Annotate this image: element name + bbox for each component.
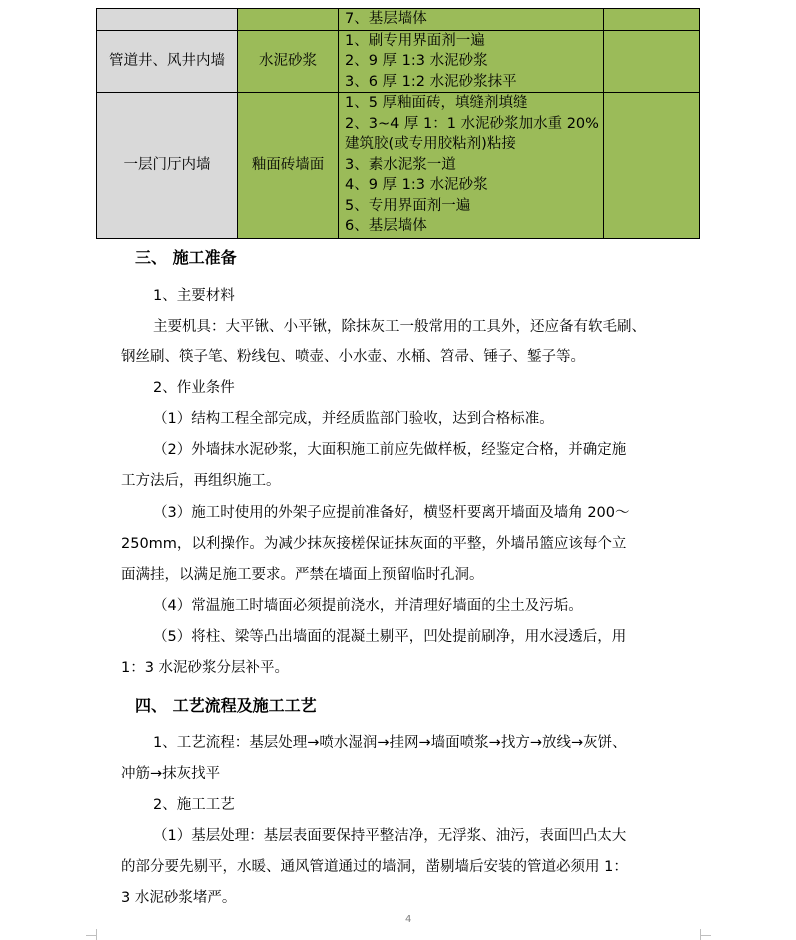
paragraph-line: 冲筋→抹灰找平: [121, 766, 221, 782]
subheading: 2、施工工艺: [153, 797, 235, 813]
page-number: 4: [405, 914, 412, 925]
location-cell: 管道井、风井内墙: [97, 30, 238, 93]
paragraph-line: （5）将柱、梁等凸出墙面的混凝土剔平，凹处提前刷净，用水浸透后，用: [153, 629, 627, 645]
step-line: 1、5 厚釉面砖，填缝剂填缝: [345, 95, 528, 111]
material-cell: 水泥砂浆: [238, 30, 339, 93]
paragraph-line: 250mm，以利操作。为减少抹灰接槎保证抹灰面的平整，外墙吊篮应该每个立: [121, 536, 627, 552]
step-line: 2、9 厚 1:3 水泥砂浆: [345, 53, 488, 69]
step-line: 建筑胶(或专用胶粘剂)粘接: [345, 136, 516, 152]
paragraph-line: （1）基层处理：基层表面要保持平整洁净，无浮浆、油污，表面凹凸太大: [153, 828, 627, 844]
paragraph-line: 3 水泥砂浆堵严。: [121, 890, 237, 906]
step-line: 3、素水泥浆一道: [345, 156, 456, 173]
step-line: 5、专用界面剂一遍: [345, 197, 471, 214]
section-heading: 三、 施工准备: [135, 248, 237, 267]
paragraph-line: 钢丝刷、筷子笔、粉线包、喷壶、小水壶、水桶、笤帚、锤子、錾子等。: [121, 349, 585, 365]
note-cell: [604, 9, 700, 31]
location-cell: 一层门厅内墙: [97, 93, 238, 239]
paragraph-line: 面满挂，以满足施工要求。严禁在墙面上预留临时孔洞。: [121, 567, 484, 583]
paragraph-line: （2）外墙抹水泥砂浆，大面积施工前应先做样板，经鉴定合格，并确定施: [153, 442, 627, 458]
finish-spec-table: [96, 8, 700, 239]
paragraph-line: （1）结构工程全部完成，并经质监部门验收，达到合格标准。: [153, 411, 554, 427]
note-cell: [604, 93, 700, 239]
steps-cell: [339, 9, 604, 31]
paragraph-line: 主要机具：大平锹、小平锹，除抹灰工一般常用的工具外，还应备有软毛刷、: [153, 319, 646, 335]
paragraph-line: 的部分要先剔平，水暖、通风管道通过的墙洞，凿剔墙后安装的管道必须用 1：: [121, 859, 628, 875]
crop-mark: [86, 935, 97, 936]
step-line: 1、刷专用界面剂一遍: [345, 32, 485, 49]
material-cell: [238, 9, 339, 31]
step-line: 3、6 厚 1:2 水泥砂浆抹平: [345, 73, 517, 90]
subheading: 1、主要材料: [153, 288, 235, 304]
subheading: 2、作业条件: [153, 380, 235, 396]
note-cell: [604, 30, 700, 93]
step-line: 7、基层墙体: [345, 11, 427, 27]
section-heading: 四、 工艺流程及施工工艺: [135, 696, 317, 715]
material-cell: 釉面砖墙面: [238, 93, 339, 239]
step-line: 4、9 厚 1:3 水泥砂浆: [345, 177, 488, 193]
paragraph-line: 1：3 水泥砂浆分层补平。: [121, 660, 290, 676]
step-line: 2、3~4 厚 1：1 水泥砂浆加水重 20%: [345, 115, 599, 132]
paragraph-line: （4）常温施工时墙面必须提前浇水，并清理好墙面的尘土及污垢。: [153, 598, 583, 614]
crop-mark: [700, 935, 711, 936]
step-line: 6、基层墙体: [345, 218, 427, 234]
paragraph-line: （3）施工时使用的外架子应提前准备好，横竖杆要离开墙面及墙角 200～: [153, 505, 630, 521]
paragraph-line: 1、工艺流程：基层处理→喷水湿润→挂网→墙面喷浆→找方→放线→灰饼、: [153, 735, 627, 751]
table-row: [97, 30, 700, 93]
location-cell: [97, 9, 238, 31]
table-row: [97, 9, 700, 31]
paragraph-line: 工方法后，再组织施工。: [121, 473, 281, 489]
table-row: [97, 93, 700, 239]
steps-cell: [339, 93, 604, 239]
steps-cell: [339, 30, 604, 93]
